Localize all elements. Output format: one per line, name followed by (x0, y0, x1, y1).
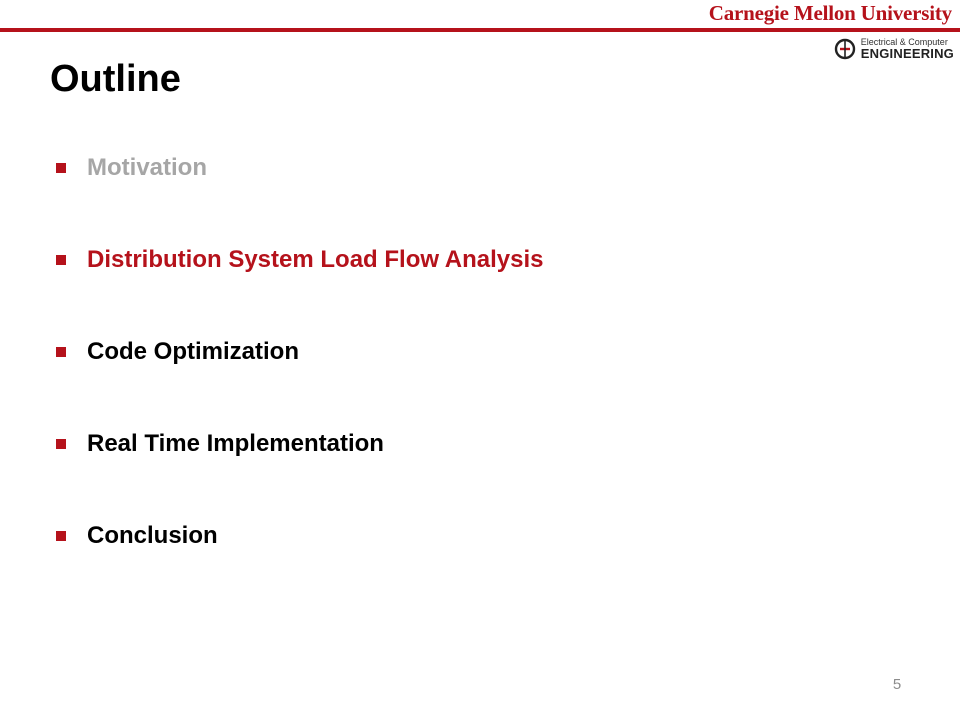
outline-item-label: Distribution System Load Flow Analysis (87, 246, 544, 273)
outline-item-load-flow (50, 238, 544, 330)
header-rule (0, 28, 960, 32)
slide-title: Outline (50, 58, 181, 100)
bullet-square-icon (56, 531, 66, 541)
bullet-square-icon (56, 439, 66, 449)
outline-list (50, 146, 544, 606)
bullet-square-icon (56, 163, 66, 173)
university-logo: Carnegie Mellon University (708, 1, 952, 25)
ece-logo-icon (833, 37, 857, 61)
outline-item-real-time (50, 422, 544, 514)
outline-item-label: Code Optimization (87, 338, 299, 365)
outline-item-label: Conclusion (87, 522, 218, 549)
page-number: 5 (892, 676, 902, 693)
outline-item-motivation (50, 146, 544, 238)
department-logo (833, 36, 954, 62)
outline-item-conclusion (50, 514, 544, 606)
outline-item-code-optimization (50, 330, 544, 422)
bullet-square-icon (56, 347, 66, 357)
outline-item-label: Real Time Implementation (87, 430, 384, 457)
department-line-2: ENGINEERING (860, 46, 954, 61)
department-line-1: Electrical & Computer (860, 37, 948, 47)
bullet-square-icon (56, 255, 66, 265)
outline-item-label: Motivation (87, 154, 207, 181)
